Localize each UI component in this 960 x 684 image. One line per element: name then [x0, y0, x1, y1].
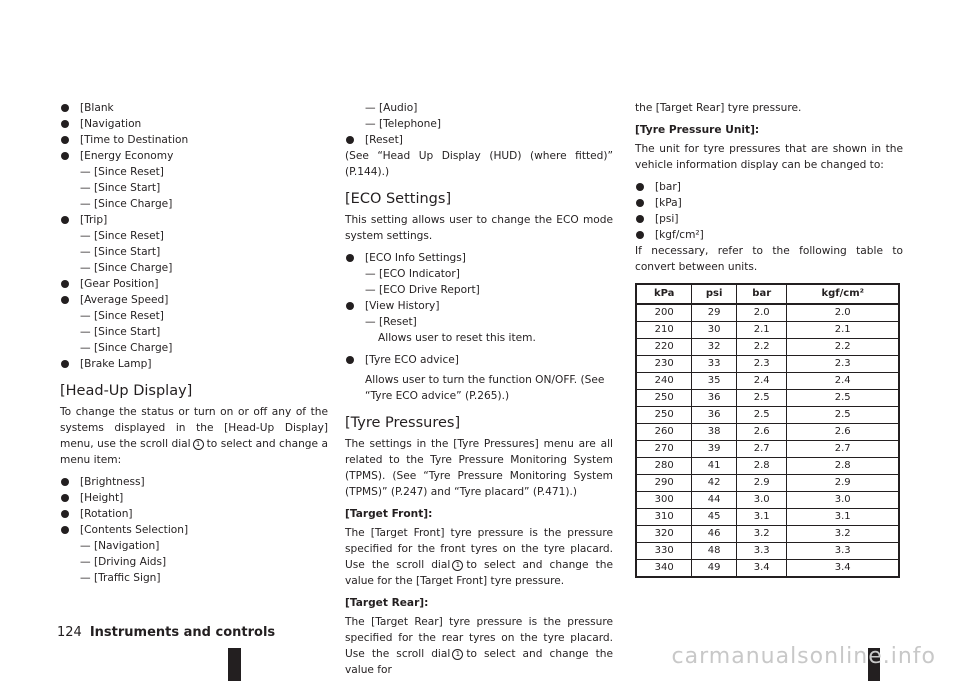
scroll-dial-icon: 1 — [193, 439, 204, 450]
page-footer — [57, 625, 275, 641]
target-rear-continued: the [Target Rear] tyre pressure. — [635, 102, 802, 114]
table-cell: 2.7 — [736, 441, 786, 458]
sub-list-item: — [Reset] — [365, 316, 417, 328]
tyre-pressures-paragraph: The settings in the [Tyre Pressures] menu are all related to the Tyre Pressure Monitoring System (TPMS). (See “Tyre Pressure Monitoring System (TPMS)” (P.247) and “Tyre placard” (P.471).) — [345, 438, 613, 498]
table-row — [636, 373, 899, 390]
list-item-unit: [bar] — [635, 179, 903, 195]
sub-list-item: — [Traffic Sign] — [80, 572, 161, 584]
table-header-cell: kgf/cm² — [787, 284, 899, 304]
display-items-list — [60, 100, 328, 372]
list-item: [Trip] — [60, 212, 328, 228]
table-cell: 48 — [692, 543, 737, 560]
table-cell: 49 — [692, 560, 737, 578]
table-header-cell: bar — [736, 284, 786, 304]
scroll-dial-icon: 1 — [452, 649, 463, 660]
table-row — [636, 492, 899, 509]
table-cell: 3.2 — [787, 526, 899, 543]
sub-list-item: — [Since Start] — [80, 182, 161, 194]
list-item: [Reset] — [345, 132, 613, 148]
table-cell: 38 — [692, 424, 737, 441]
table-cell: 280 — [636, 458, 692, 475]
table-cell: 320 — [636, 526, 692, 543]
table-row — [636, 526, 899, 543]
hud-reference: (See “Head Up Display (HUD) (where fitted)” (P.144).) — [345, 150, 613, 178]
scroll-dial-icon: 1 — [452, 560, 463, 571]
table-cell: 35 — [692, 373, 737, 390]
table-body — [636, 304, 899, 577]
convert-paragraph: If necessary, refer to the following table to convert between units. — [635, 245, 903, 273]
table-cell: 3.0 — [787, 492, 899, 509]
table-cell: 2.5 — [787, 407, 899, 424]
tyre-pressure-unit-paragraph: The unit for tyre pressures that are shown in the vehicle information display can be changed to: — [635, 143, 903, 171]
sub-list-item: — [Navigation] — [80, 540, 160, 552]
table-cell: 2.5 — [736, 390, 786, 407]
watermark: carmanualsonline.info — [671, 644, 936, 669]
table-cell: 2.1 — [736, 322, 786, 339]
table-cell: 33 — [692, 356, 737, 373]
table-cell: 3.2 — [736, 526, 786, 543]
list-item: [Gear Position] — [60, 276, 328, 292]
table-cell: 2.5 — [736, 407, 786, 424]
column-middle — [345, 100, 613, 684]
hud-settings-list — [60, 474, 328, 586]
table-cell: 2.4 — [736, 373, 786, 390]
table-cell: 36 — [692, 390, 737, 407]
table-row — [636, 475, 899, 492]
table-cell: 310 — [636, 509, 692, 526]
table-header-cell: psi — [692, 284, 737, 304]
target-front-paragraph: The [Target Front] tyre pressure is the pressure specified for the front tyres on the tyre placard. Use the scroll dial 1 to select and change the value for the [Target Front] tyre pressure. — [345, 527, 613, 587]
table-cell: 2.3 — [736, 356, 786, 373]
column-left — [60, 100, 328, 586]
section-heading-head-up-display: [Head-Up Display] — [60, 383, 193, 399]
table-cell: 2.3 — [787, 356, 899, 373]
list-item: [Brightness] — [60, 474, 328, 490]
table-cell: 2.6 — [787, 424, 899, 441]
contents-selection-continued-list — [345, 100, 613, 148]
table-cell: 2.0 — [787, 304, 899, 322]
table-cell: 290 — [636, 475, 692, 492]
sub-list-item: — [Since Reset] — [80, 310, 164, 322]
eco-settings-list — [345, 250, 613, 346]
list-item: [Brake Lamp] — [60, 356, 328, 372]
sub-list-item: — [Since Charge] — [80, 262, 173, 274]
list-item-unit: [kgf/cm²] — [635, 227, 903, 243]
table-cell: 2.9 — [736, 475, 786, 492]
table-cell: 2.8 — [787, 458, 899, 475]
table-row — [636, 424, 899, 441]
table-row — [636, 458, 899, 475]
list-item-unit: [kPa] — [635, 195, 903, 211]
table-row — [636, 304, 899, 322]
table-cell: 2.2 — [787, 339, 899, 356]
table-row — [636, 543, 899, 560]
table-cell: 2.9 — [787, 475, 899, 492]
tyre-eco-advice-description: Allows user to turn the function ON/OFF. (See “Tyre ECO advice” (P.265).) — [365, 374, 605, 402]
table-row — [636, 509, 899, 526]
sub-list-item: — [Since Reset] — [80, 230, 164, 242]
list-item-tyre-eco-advice: [Tyre ECO advice] — [345, 352, 613, 368]
list-item: [Height] — [60, 490, 328, 506]
list-item: [Rotation] — [60, 506, 328, 522]
table-cell: 44 — [692, 492, 737, 509]
sub-list-item: — [ECO Indicator] — [365, 268, 460, 280]
table-cell: 2.8 — [736, 458, 786, 475]
table-cell: 2.1 — [787, 322, 899, 339]
list-item: [ECO Info Settings] — [345, 250, 613, 266]
page-number: 124 — [57, 625, 82, 640]
table-cell: 45 — [692, 509, 737, 526]
crop-mark — [228, 648, 241, 681]
eco-paragraph: This setting allows user to change the ECO mode system settings. — [345, 214, 613, 242]
table-cell: 32 — [692, 339, 737, 356]
section-heading-tyre-pressures: [Tyre Pressures] — [345, 415, 461, 431]
table-cell: 2.0 — [736, 304, 786, 322]
table-cell: 46 — [692, 526, 737, 543]
list-item: [Navigation — [60, 116, 328, 132]
section-title: Instruments and controls — [89, 625, 276, 640]
table-cell: 3.4 — [736, 560, 786, 578]
sub-list-item: — [Since Reset] — [80, 166, 164, 178]
table-cell: 3.3 — [787, 543, 899, 560]
sub-list-item: — [Since Start] — [80, 326, 161, 338]
sub-list-item: Allows user to reset this item. — [378, 332, 536, 344]
table-cell: 3.0 — [736, 492, 786, 509]
table-cell: 330 — [636, 543, 692, 560]
table-header-cell: kPa — [636, 284, 692, 304]
table-cell: 230 — [636, 356, 692, 373]
list-item-unit: [psi] — [635, 211, 903, 227]
table-row — [636, 322, 899, 339]
table-cell: 3.3 — [736, 543, 786, 560]
table-cell: 3.1 — [787, 509, 899, 526]
sub-list-item: — [Driving Aids] — [80, 556, 167, 568]
table-row — [636, 339, 899, 356]
table-cell: 300 — [636, 492, 692, 509]
table-cell: 260 — [636, 424, 692, 441]
table-cell: 270 — [636, 441, 692, 458]
table-row — [636, 407, 899, 424]
sub-list-item: — [Audio] — [365, 102, 418, 114]
tyre-pressure-unit-label: [Tyre Pressure Unit]: — [635, 124, 760, 136]
list-item: [Average Speed] — [60, 292, 328, 308]
table-cell: 200 — [636, 304, 692, 322]
table-cell: 36 — [692, 407, 737, 424]
table-cell: 2.5 — [787, 390, 899, 407]
table-cell: 2.2 — [736, 339, 786, 356]
table-cell: 250 — [636, 407, 692, 424]
table-row — [636, 441, 899, 458]
head-up-display-paragraph: To change the status or turn on or off any of the systems displayed in the [Head-Up Display] menu, use the scroll dial 1 to select and change a menu item: — [60, 406, 328, 466]
unit-list — [635, 179, 903, 243]
sub-list-item: — [Since Start] — [80, 246, 161, 258]
table-cell: 29 — [692, 304, 737, 322]
list-item: [Contents Selection] — [60, 522, 328, 538]
target-front-label: [Target Front]: — [345, 508, 433, 520]
table-row — [636, 390, 899, 407]
table-cell: 240 — [636, 373, 692, 390]
table-cell: 41 — [692, 458, 737, 475]
table-cell: 2.6 — [736, 424, 786, 441]
table-cell: 3.1 — [736, 509, 786, 526]
column-right — [635, 100, 903, 578]
table-cell: 220 — [636, 339, 692, 356]
table-cell: 210 — [636, 322, 692, 339]
table-cell: 3.4 — [787, 560, 899, 578]
list-item: [Energy Economy — [60, 148, 328, 164]
pressure-conversion-table — [635, 283, 900, 578]
table-row — [636, 560, 899, 578]
list-item: [Blank — [60, 100, 328, 116]
sub-list-item: — [Telephone] — [365, 118, 442, 130]
table-cell: 2.7 — [787, 441, 899, 458]
table-cell: 340 — [636, 560, 692, 578]
list-item: [View History] — [345, 298, 613, 314]
table-cell: 39 — [692, 441, 737, 458]
sub-list-item: — [Since Charge] — [80, 198, 173, 210]
section-heading-eco-settings: [ECO Settings] — [345, 191, 452, 207]
table-header-row — [636, 284, 899, 304]
list-item: [Time to Destination — [60, 132, 328, 148]
table-row — [636, 356, 899, 373]
table-cell: 250 — [636, 390, 692, 407]
sub-list-item: — [Since Charge] — [80, 342, 173, 354]
table-cell: 30 — [692, 322, 737, 339]
table-cell: 42 — [692, 475, 737, 492]
table-cell: 2.4 — [787, 373, 899, 390]
target-rear-label: [Target Rear]: — [345, 597, 429, 609]
sub-list-item: — [ECO Drive Report] — [365, 284, 480, 296]
target-rear-paragraph: The [Target Rear] tyre pressure is the pressure specified for the rear tyres on the tyre placard. Use the scroll dial 1 to select and change the value for — [345, 616, 613, 676]
